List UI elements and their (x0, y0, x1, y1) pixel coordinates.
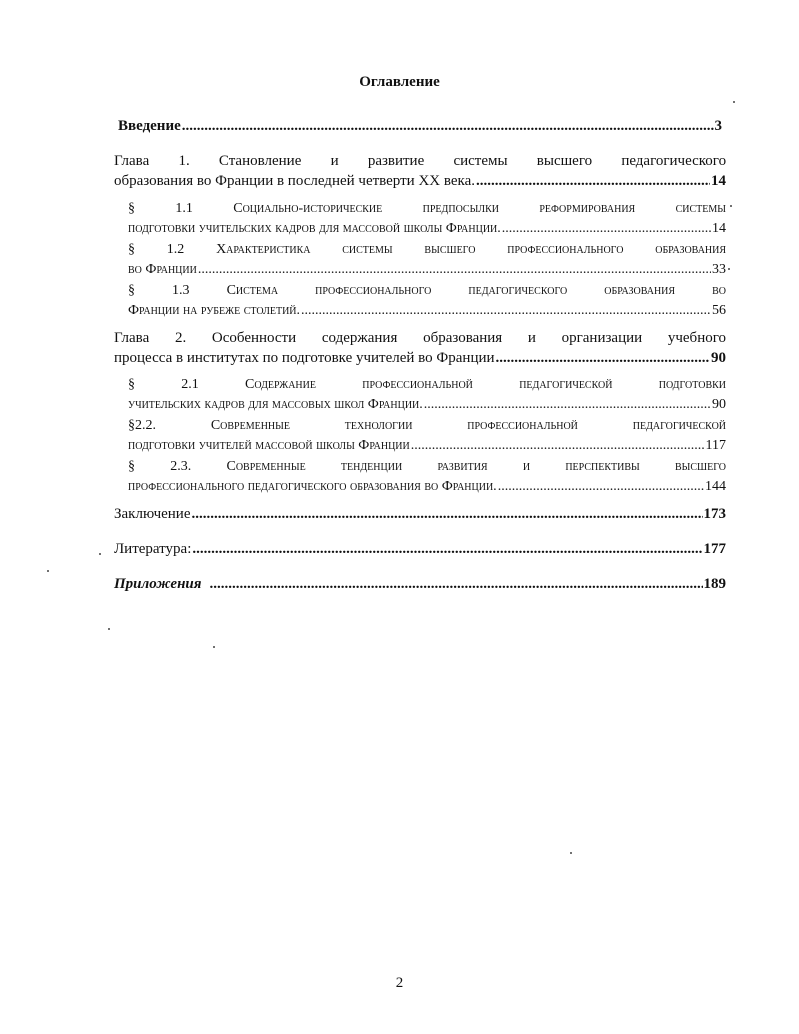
toc-entry-section-2-3 (128, 457, 726, 497)
toc-page-number: 56 (712, 303, 726, 318)
toc-title: Оглавление (359, 74, 440, 90)
chapter-heading-line: Глава 2. Особенности содержания образования и организации учебного (114, 330, 726, 346)
toc-page-number: 144 (705, 479, 726, 494)
toc-page-number: 117 (705, 438, 726, 453)
chapter-heading-line: Глава 1. Становление и развитие системы высшего педагогического (114, 153, 727, 169)
scan-speck (213, 646, 215, 648)
section-heading-line: Франции на рубеже столетий. (128, 303, 301, 318)
section-heading-line: учительских кадров для массовых школ Франции. (128, 397, 423, 412)
toc-entry-section-2-1 (128, 375, 726, 415)
dot-leader (424, 395, 711, 415)
section-heading-line: §2.2. Современные технологии профессиональной педагогической (128, 418, 727, 433)
scan-speck (570, 852, 572, 854)
section-heading-line: § 1.3 Система профессионального педагогического образования во (128, 283, 727, 298)
section-heading-line: § 2.1 Содержание профессиональной педагогической подготовки (128, 377, 727, 392)
dot-leader (301, 301, 711, 321)
toc-entry-section-1-2 (128, 240, 726, 280)
toc-entry-label: Литература: (114, 541, 192, 557)
toc-entry-label: Введение (118, 118, 181, 134)
section-heading-line: § 2.3. Современные тенденции развития и перспективы высшего (128, 459, 726, 474)
page-number: 2 (395, 975, 404, 991)
toc-page-number: 90 (711, 350, 726, 366)
scan-speck (47, 570, 49, 572)
dot-leader (182, 116, 714, 136)
toc-page-number: 14 (712, 221, 726, 236)
section-heading-line: подготовки учителей массовой школы Франции (128, 438, 410, 453)
dot-leader (192, 504, 703, 524)
dot-leader (476, 171, 710, 191)
dot-leader (496, 348, 710, 368)
toc-entry-section-2-2 (128, 416, 726, 456)
chapter-heading-line: образования во Франции в последней четверти XX века. (114, 173, 475, 189)
section-heading-line: профессионального педагогического образования во Франции. (128, 479, 497, 494)
dot-leader (498, 477, 704, 497)
toc-entry-label: Заключение (114, 506, 191, 522)
toc-entry-intro (118, 116, 722, 136)
toc-page-number: 3 (714, 118, 722, 134)
toc-page-number: 189 (703, 576, 726, 592)
section-heading-line: подготовки учительских кадров для массовой школы Франции. (128, 221, 501, 236)
toc-entry-section-1-3 (128, 281, 726, 321)
section-heading-line: во Франции (128, 262, 197, 277)
toc-entry-literature (114, 539, 726, 559)
toc-entry-label: Приложения (114, 576, 202, 592)
dot-leader (502, 219, 711, 239)
toc-entry-chapter2 (114, 328, 726, 368)
scan-speck (733, 101, 735, 103)
toc-page-number: 33 (712, 262, 726, 277)
toc-entry-section-1-1 (128, 199, 726, 239)
toc-entry-chapter1 (114, 151, 726, 191)
section-heading-line: § 1.1 Социально-исторические предпосылки реформирования системы (128, 201, 726, 216)
chapter-heading-line: процесса в институтах по подготовке учителей во Франции (114, 350, 495, 366)
dot-leader (198, 260, 711, 280)
toc-page-number: 177 (703, 541, 726, 557)
scan-speck (730, 205, 732, 207)
dot-leader (411, 436, 705, 456)
toc-entry-appendix (114, 574, 726, 594)
toc-page-number: 173 (703, 506, 726, 522)
dot-leader (209, 574, 702, 594)
scan-speck (99, 553, 101, 555)
scan-speck (728, 268, 730, 270)
toc-page-number: 14 (711, 173, 726, 189)
toc-entry-conclusion (114, 504, 726, 524)
toc-page-number: 90 (712, 397, 726, 412)
scan-speck (108, 628, 110, 630)
section-heading-line: § 1.2 Характеристика системы высшего профессионального образования (128, 242, 727, 257)
dot-leader (192, 539, 702, 559)
